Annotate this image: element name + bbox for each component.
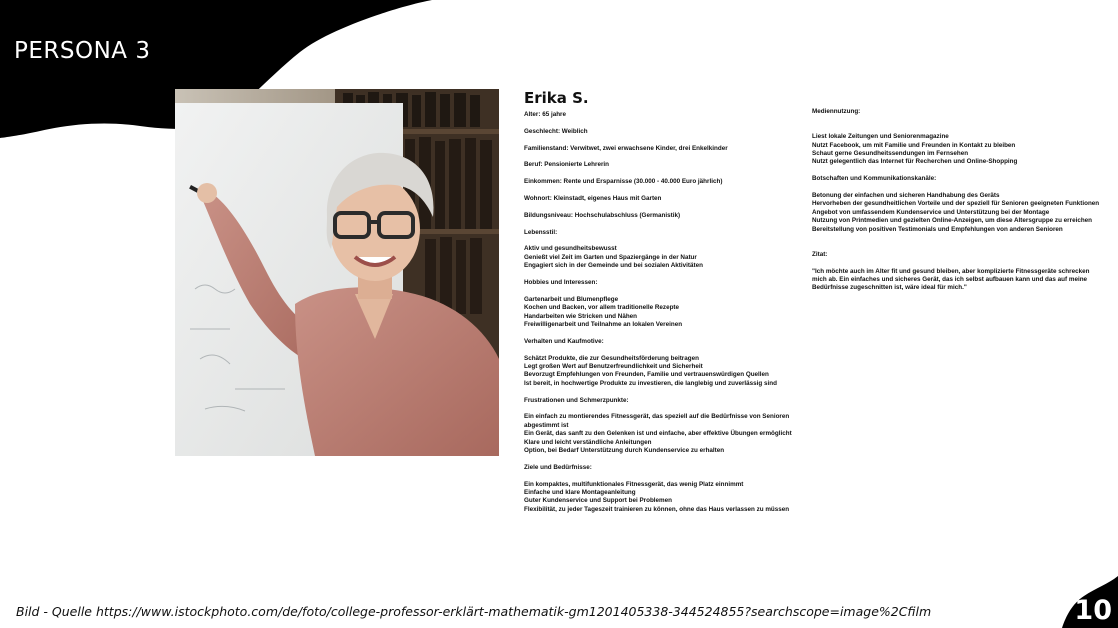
image-source-caption: Bild - Quelle https://www.istockphoto.com/de/foto/college-professor-erklärt-mathematik-gm1201405338-344524855?searchscope=image%2Cfilm [16, 604, 932, 619]
list-item: Bevorzugt Empfehlungen von Freunden, Familie und vertrauenswürdigen Quellen [524, 371, 769, 379]
list-item: Freiwilligenarbeit und Teilnahme an lokalen Vereinen [524, 321, 683, 328]
frustrations-heading: Frustrationen und Schmerzpunkte: [524, 396, 629, 404]
list-item: Angebot von umfassendem Kundenservice und Unterstützung bei der Montage [812, 208, 1050, 216]
quote-heading: Zitat: [812, 250, 828, 258]
behavior-heading: Verhalten und Kaufmotive: [524, 337, 604, 345]
list-item: Flexibilität, zu jeder Tageszeit trainieren zu können, ohne das Haus verlassen zu müssen [524, 505, 790, 513]
list-item: Klare und leicht verständliche Anleitungen [524, 438, 652, 446]
list-item: Betonung der einfachen und sicheren Handhabung des Geräts [812, 192, 1000, 199]
persona-media-column [812, 108, 1104, 293]
page-title: PERSONA 3 [14, 38, 151, 64]
list-item: Genießt viel Zeit im Garten und Spaziergänge in der Natur [524, 253, 697, 261]
income-line: Einkommen: Rente und Ersparnisse (30.000 - 40.000 Euro jährlich) [524, 178, 723, 186]
age-line: Alter: 65 jahre [524, 111, 566, 118]
list-item: Ein einfach zu montierendes Fitnessgerät, das speziell auf die Bedürfnisse von Senioren abgestimmt ist [524, 413, 790, 429]
goals-heading: Ziele und Bedürfnisse: [524, 463, 592, 471]
list-item: Aktiv und gesundheitsbewusst [524, 245, 617, 253]
residence-line: Wohnort: Kleinstadt, eigenes Haus mit Garten [524, 194, 662, 202]
messages-heading: Botschaften und Kommunikationskanäle: [812, 175, 937, 183]
job-line: Beruf: Pensionierte Lehrerin [524, 161, 610, 169]
list-item: Ein kompaktes, multifunktionales Fitnessgerät, das wenig Platz einnimmt [524, 480, 744, 488]
list-item: Ist bereit, in hochwertige Produkte zu investieren, die langlebig und zuverlässig sind [524, 379, 777, 387]
list-item: Handarbeiten wie Stricken und Nähen [524, 312, 638, 320]
list-item: Hervorheben der gesundheitlichen Vorteile und der speziell für Senioren geeigneten Funktionen [812, 200, 1100, 208]
list-item: Liest lokale Zeitungen und Seniorenmagazine [812, 133, 949, 141]
family-status-line: Familienstand: Verwitwet, zwei erwachsene Kinder, drei Enkelkinder [524, 144, 728, 152]
persona-photo [175, 89, 499, 456]
list-item: Ein Gerät, das sanft zu den Gelenken ist und einfache, aber effektive Übungen ermöglicht [524, 430, 792, 438]
lifestyle-heading: Lebensstil: [524, 228, 558, 236]
list-item: Option, bei Bedarf Unterstützung durch Kundenservice zu erhalten [524, 447, 725, 455]
list-item: Schätzt Produkte, die zur Gesundheitsförderung beitragen [524, 354, 699, 362]
persona-details-column [524, 89, 806, 514]
list-item: Guter Kundenservice und Support bei Problemen [524, 497, 672, 505]
list-item: Bereitstellung von positiven Testimonials und Empfehlungen von anderen Senioren [812, 225, 1063, 233]
persona-quote: "Ich möchte auch im Alter fit und gesund bleiben, aber komplizierte Fitnessgeräte schrecken mich ab. Ein einfaches und sicheres Gerät, das ich selbst aufbauen kann und das auf meine Bedürfnisse zugeschnitten ist, wäre ideal für mich." [812, 267, 1090, 292]
hobbies-heading: Hobbies und Interessen: [524, 278, 598, 286]
gender-line: Geschlecht: Weiblich [524, 127, 588, 135]
page-number: 10 [1074, 595, 1112, 626]
list-item: Gartenarbeit und Blumenpflege [524, 295, 619, 303]
media-heading: Mediennutzung: [812, 108, 861, 115]
education-line: Bildungsniveau: Hochschulabschluss (Germanistik) [524, 211, 681, 219]
list-item: Nutzt Facebook, um mit Familie und Freunden in Kontakt zu bleiben [812, 141, 1016, 149]
list-item: Einfache und klare Montageanleitung [524, 489, 636, 497]
list-item: Schaut gerne Gesundheitssendungen im Fernsehen [812, 150, 969, 157]
list-item: Legt großen Wert auf Benutzerfreundlichkeit und Sicherheit [524, 363, 703, 370]
list-item: Nutzt gelegentlich das Internet für Recherchen und Online-Shopping [812, 158, 1018, 166]
persona-name: Erika S. [524, 89, 589, 107]
list-item: Kochen und Backen, vor allem traditionelle Rezepte [524, 304, 680, 312]
list-item: Nutzung von Printmedien und gezielten Online-Anzeigen, um diese Altersgruppe zu erreichen [812, 217, 1093, 225]
list-item: Engagiert sich in der Gemeinde und bei sozialen Aktivitäten [524, 262, 703, 270]
